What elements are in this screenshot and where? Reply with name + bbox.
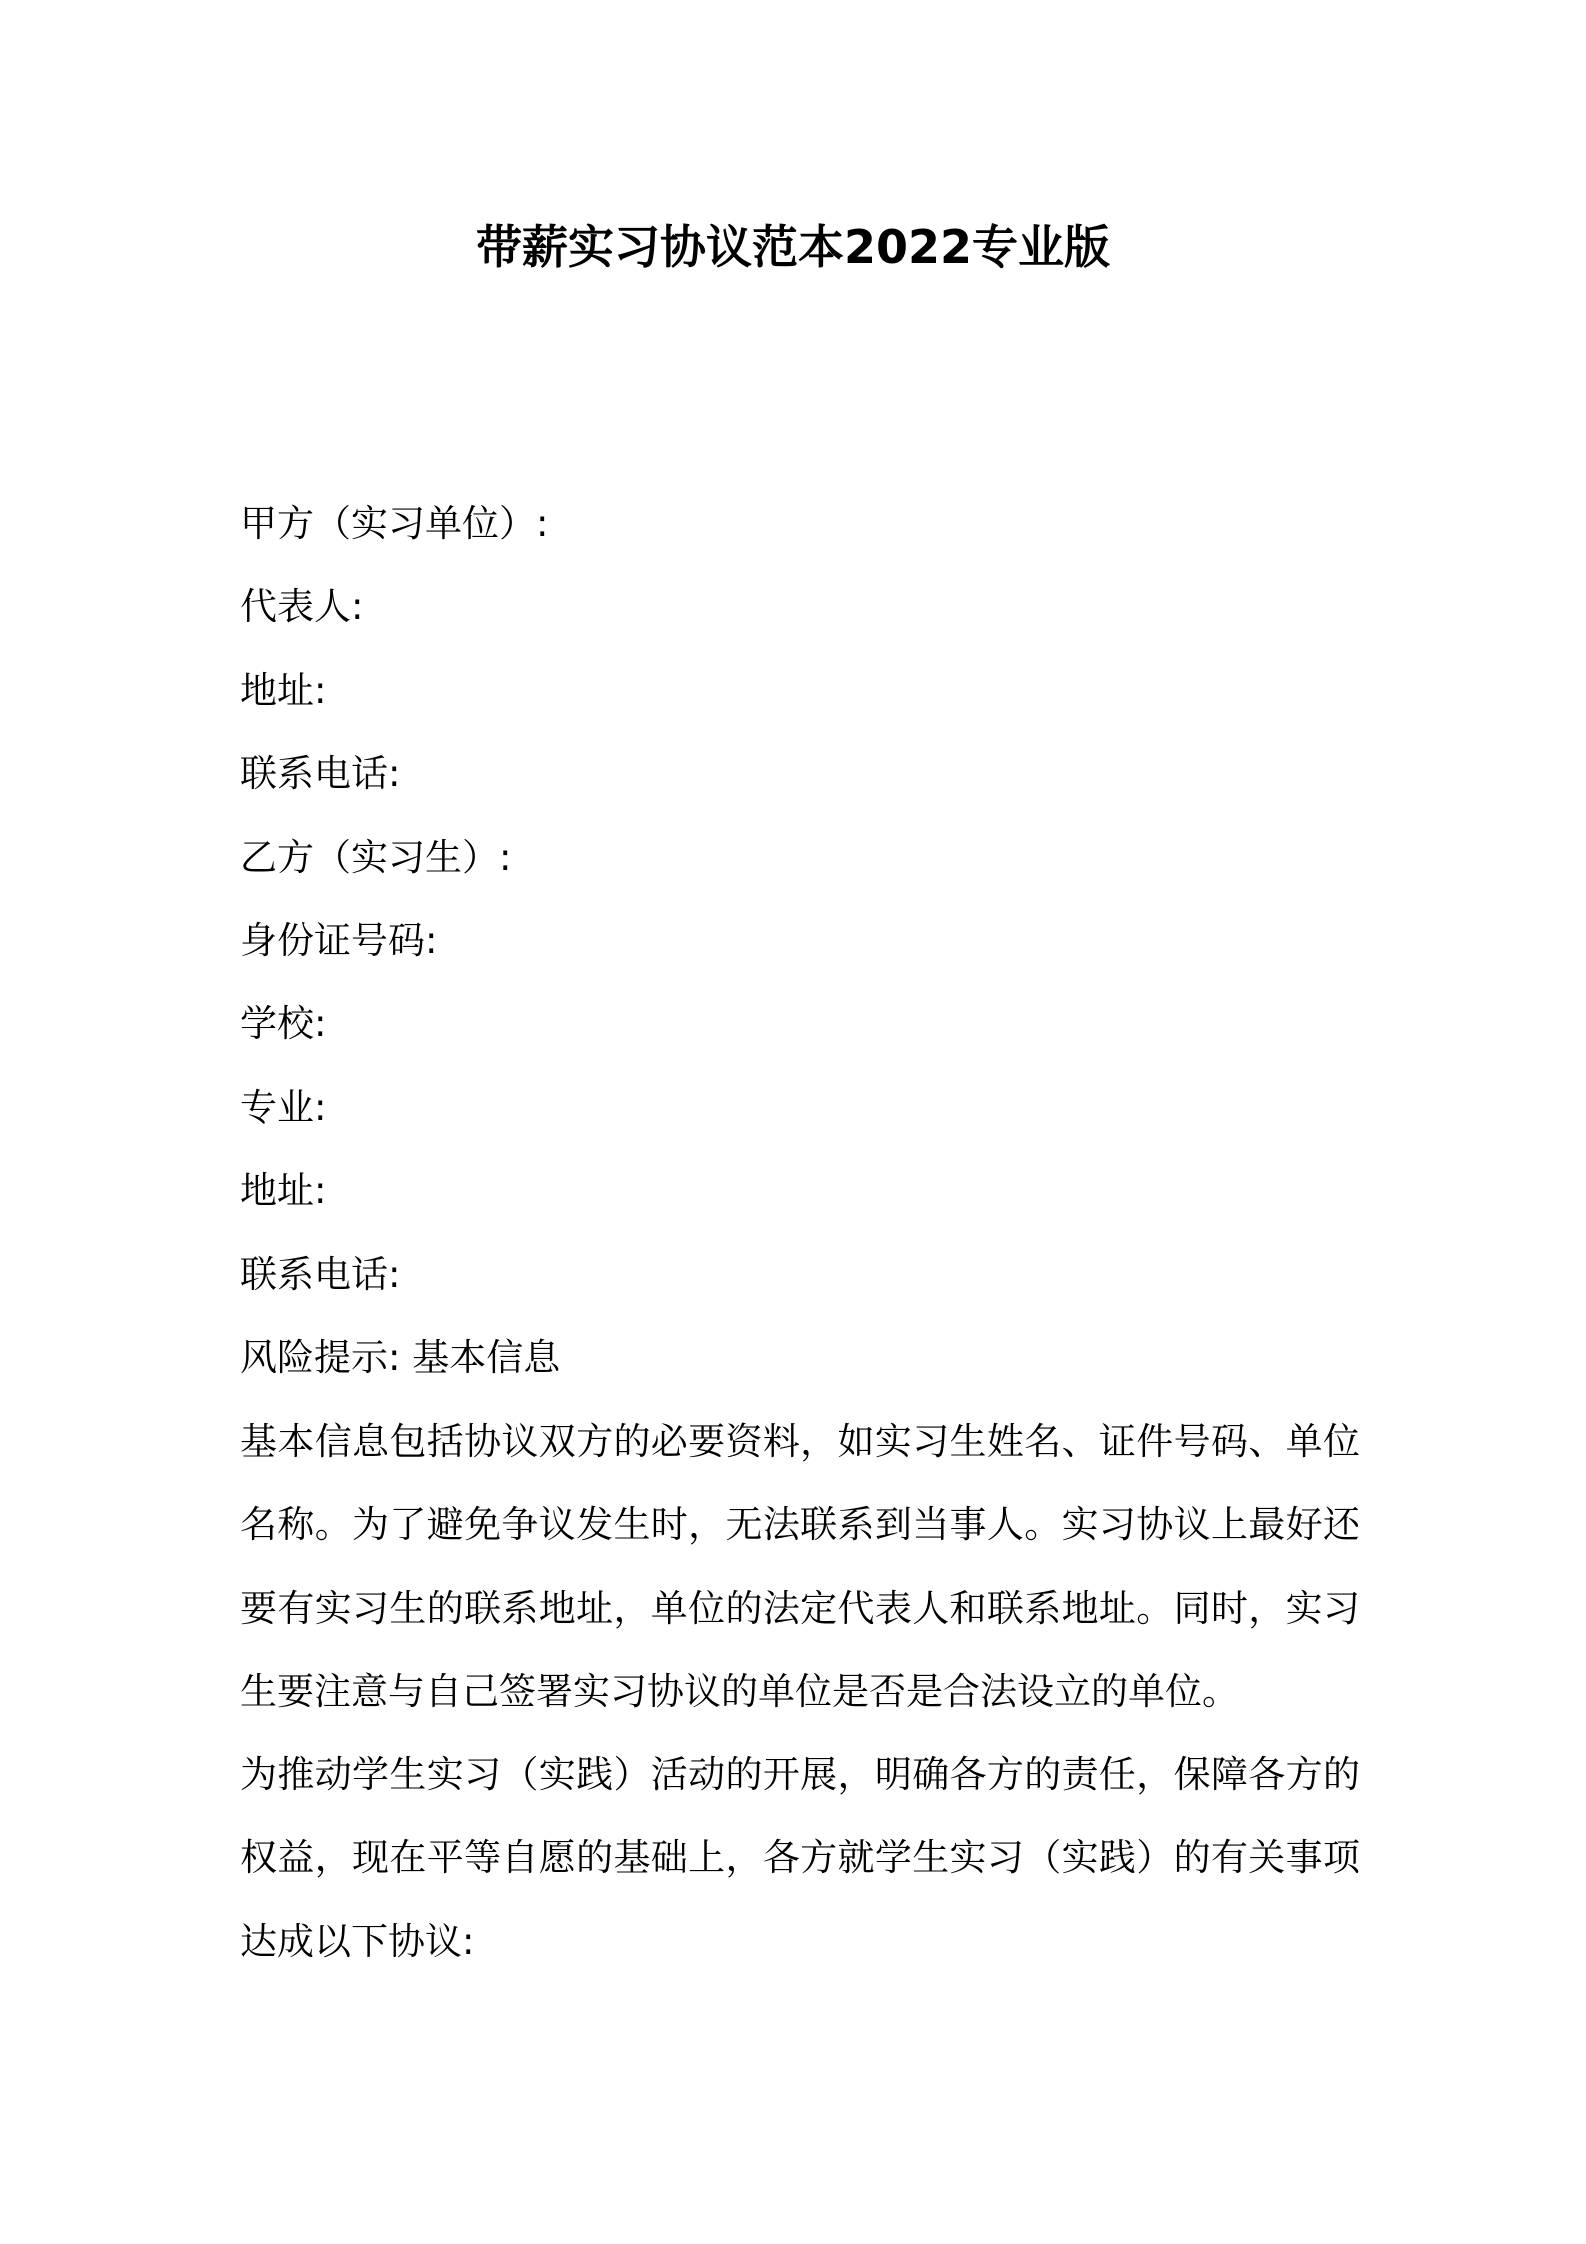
field-party-b-phone: 联系电话: (240, 1252, 401, 1296)
field-party-a-phone: 联系电话: (240, 752, 401, 796)
field-party-b-major: 专业: (240, 1085, 327, 1129)
field-party-a-address: 地址: (240, 668, 327, 712)
field-party-b-address: 地址: (240, 1169, 327, 1213)
party-info-fields (240, 482, 1360, 1399)
document-title: 带薪实习协议范本2022专业版 (475, 220, 1111, 274)
risk-notice-heading: 风险提示: 基本信息 (240, 1335, 561, 1379)
risk-notice-paragraph: 基本信息包括协议双方的必要资料，如实习生姓名、证件号码、单位名称。为了避免争议发生时，无法联系到当事人。实习协议上最好还要有实习生的联系地址，单位的法定代表人和联系地址。同时，实习生要注意与自己签署实习协议的单位是否是合法设立的单位。 (240, 1420, 1360, 1714)
agreement-intro-paragraph: 为推动学生实习（实践）活动的开展，明确各方的责任，保障各方的权益，现在平等自愿的基础上，各方就学生实习（实践）的有关事项达成以下协议: (240, 1753, 1360, 1963)
field-party-a: 甲方（实习单位）: (240, 502, 549, 545)
field-party-b-school: 学校: (240, 1002, 327, 1046)
field-party-b-id-number: 身份证号码: (240, 918, 438, 962)
field-party-b: 乙方（实习生）: (240, 835, 512, 879)
field-party-a-representative: 代表人: (240, 585, 364, 629)
